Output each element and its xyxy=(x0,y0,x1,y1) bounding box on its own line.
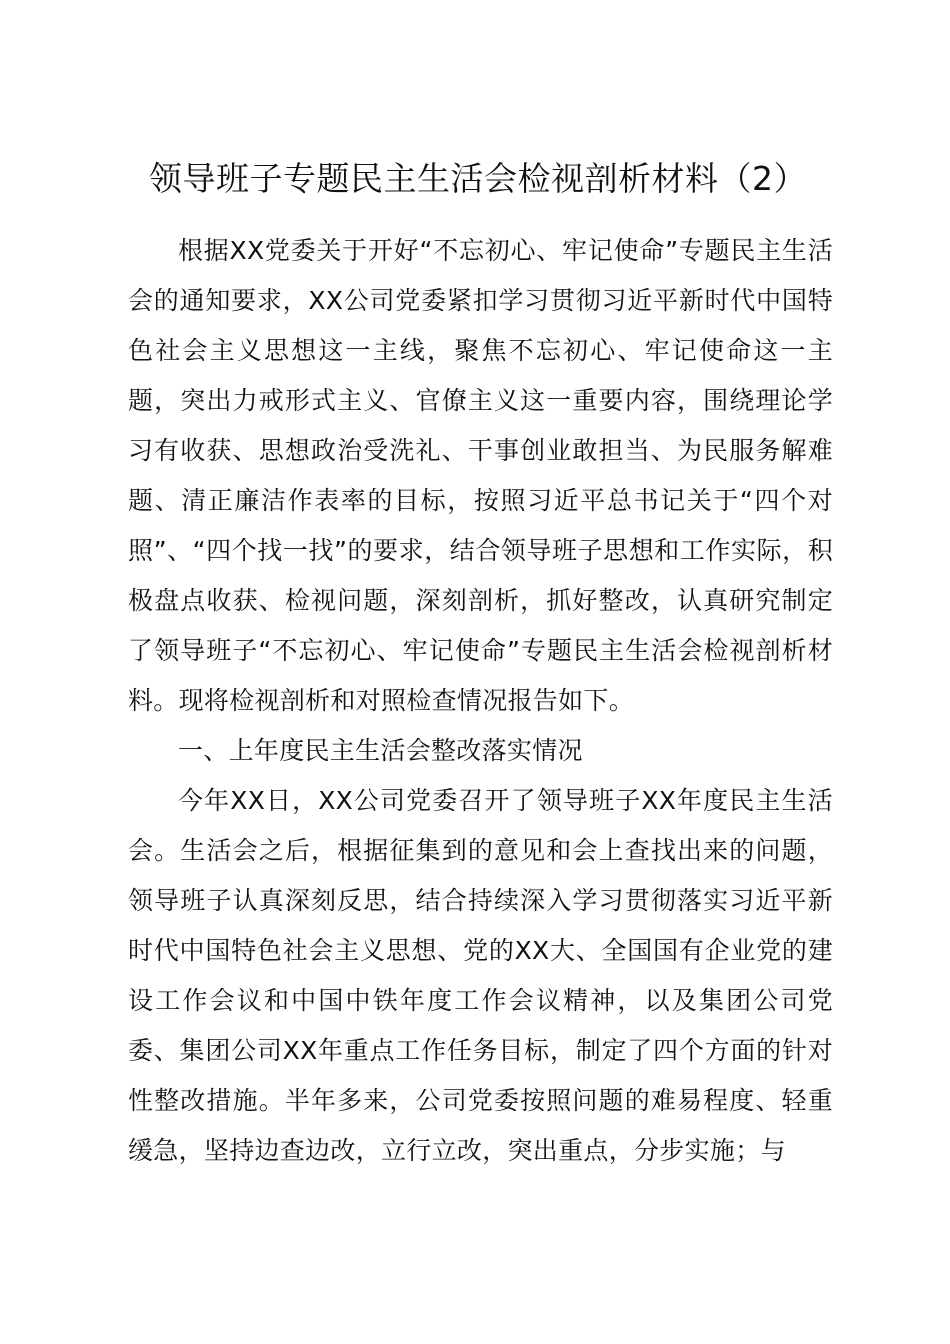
section-paragraph: 今年XX日，XX公司党委召开了领导班子XX年度民主生活会。生活会之后，根据征集到的意见和会上查找出来的问题，领导班子认真深刻反思，结合持续深入学习贯彻落实习近平新时代中国特色社会主义思想、党的XX大、全国国有企业党的建设工作会议和中国中铁年度工作会议精神，以及集团公司党委、集团公司XX年重点工作任务目标，制定了四个方面的针对性整改措施。半年多来，公司党委按照问题的难易程度、轻重缓急，坚持边查边改，立行立改，突出重点，分步实施；与 xyxy=(128,786,833,1165)
document-title: 领导班子专题民主生活会检视剖析材料（2） xyxy=(149,159,807,198)
document-body xyxy=(128,226,833,1176)
section-heading: 一、上年度民主生活会整改落实情况 xyxy=(178,736,583,765)
intro-paragraph: 根据XX党委关于开好“不忘初心、牢记使命”专题民主生活会的通知要求，XX公司党委紧扣学习贯彻习近平新时代中国特色社会主义思想这一主线，聚焦不忘初心、牢记使命这一主题，突出力戒形式主义、官僚主义这一重要内容，围绕理论学习有收获、思想政治受洗礼、干事创业敢担当、为民服务解难题、清正廉洁作表率的目标，按照习近平总书记关于“四个对照”、“四个找一找”的要求，结合领导班子思想和工作实际，积极盘点收获、检视问题，深刻剖析，抓好整改，认真研究制定了领导班子“不忘初心、牢记使命”专题民主生活会检视剖析材料。现将检视剖析和对照检查情况报告如下。 xyxy=(128,236,833,715)
